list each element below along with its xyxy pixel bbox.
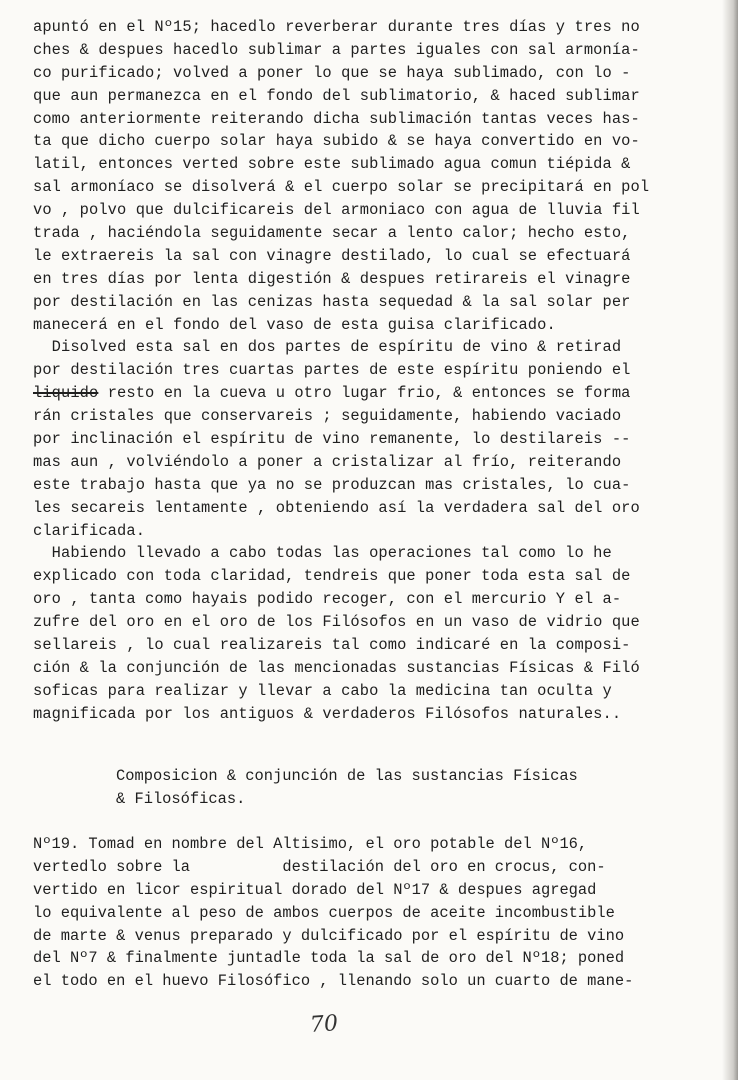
text-line: sal armoníaco se disolverá & el cuerpo solar se precipitará en pol [33, 178, 650, 197]
text-line: explicado con toda claridad, tendreis que poner toda esta sal de [33, 567, 631, 586]
main-text-block [33, 16, 673, 726]
text-line: zufre del oro en el oro de los Filósofos en un vaso de vidrio que [33, 613, 640, 632]
text-line: manecerá en el fondo del vaso de esta guisa clarificado. [33, 315, 556, 334]
text-line: latil, entonces verted sobre este sublimado agua comun tiépida & [33, 155, 631, 174]
text-line: el todo en el huevo Filosófico , llenando solo un cuarto de mane- [33, 972, 634, 991]
text-line: este trabajo hasta que ya no se produzcan mas cristales, lo cua- [33, 475, 631, 494]
text-line: co purificado; volved a poner lo que se haya sublimado, con lo - [33, 63, 631, 82]
text-line: rán cristales que conservareis ; seguidamente, habiendo vaciado [33, 407, 622, 426]
section-body-text [33, 833, 673, 993]
text-line-rest: resto en la cueva u otro lugar frio, & entonces se forma [98, 384, 631, 403]
text-line: vertido en licor espiritual dorado del Nº17 & despues agregad [33, 880, 597, 899]
text-line: en tres días por lenta digestión & despues retirareis el vinagre [33, 269, 631, 288]
text-line: como anteriormente reiterando dicha sublimación tantas veces has- [33, 109, 640, 128]
text-line: Disolved esta sal en dos partes de espíritu de vino & retirad [33, 338, 622, 357]
text-line: de marte & venus preparado y dulcificado por el espíritu de vino [33, 926, 625, 945]
text-line: por inclinación el espíritu de vino remanente, lo destilareis -- [33, 430, 631, 449]
heading-line: Composicion & conjunción de las sustancias Físicas [116, 767, 578, 785]
section-heading [116, 765, 578, 811]
text-line: lo equivalente al peso de ambos cuerpos de aceite incombustible [33, 903, 615, 922]
text-line: del Nº7 & finalmente juntadle toda la sal de oro del Nº18; poned [33, 949, 625, 968]
heading-line: & Filosóficas. [116, 790, 246, 808]
text-line: ches & despues hacedlo sublimar a partes iguales con sal armonía- [33, 40, 640, 59]
text-line: vertedlo sobre la destilación del oro en crocus, con- [33, 857, 606, 876]
page-edge-shadow [722, 0, 738, 1080]
text-line: les secareis lentamente , obteniendo así la verdadera sal del oro [33, 498, 640, 517]
page-number: 70 [309, 1011, 339, 1038]
text-line: soficas para realizar y llevar a cabo la medicina tan oculta y [33, 681, 612, 700]
text-line: por destilación en las cenizas hasta sequedad & la sal solar per [33, 292, 631, 311]
text-line: ta que dicho cuerpo solar haya subido & se haya convertido en vo- [33, 132, 640, 151]
text-line: Nº19. Tomad en nombre del Altisimo, el oro potable del Nº16, [33, 835, 588, 853]
text-line: clarificada. [33, 521, 146, 540]
text-line: oro , tanta como hayais podido recoger, con el mercurio Y el a- [33, 590, 622, 609]
text-line-with-strikethrough [33, 382, 673, 405]
text-line: Habiendo llevado a cabo todas las operaciones tal como lo he [33, 544, 612, 563]
text-line: apuntó en el Nº15; hacedlo reverberar durante tres días y tres no [33, 18, 640, 36]
text-line: mas aun , volviéndolo a poner a cristalizar al frío, reiterando [33, 452, 622, 471]
struck-word: liquido [33, 384, 99, 403]
text-line: sellareis , lo cual realizareis tal como indicaré en la composi- [33, 636, 631, 655]
text-line: vo , polvo que dulcificareis del armoniaco con agua de lluvia fil [33, 201, 640, 220]
text-line: que aun permanezca en el fondo del sublimatorio, & haced sublimar [33, 86, 640, 105]
text-line: trada , haciéndola seguidamente secar a lento calor; hecho esto, [33, 224, 631, 243]
text-line: le extraereis la sal con vinagre destilado, lo cual se efectuará [33, 246, 631, 265]
text-line: magnificada por los antiguos & verdaderos Filósofos naturales.. [33, 704, 622, 723]
text-line: por destilación tres cuartas partes de este espíritu poniendo el [33, 361, 631, 380]
text-line: ción & la conjunción de las mencionadas sustancias Físicas & Filó [33, 658, 640, 677]
